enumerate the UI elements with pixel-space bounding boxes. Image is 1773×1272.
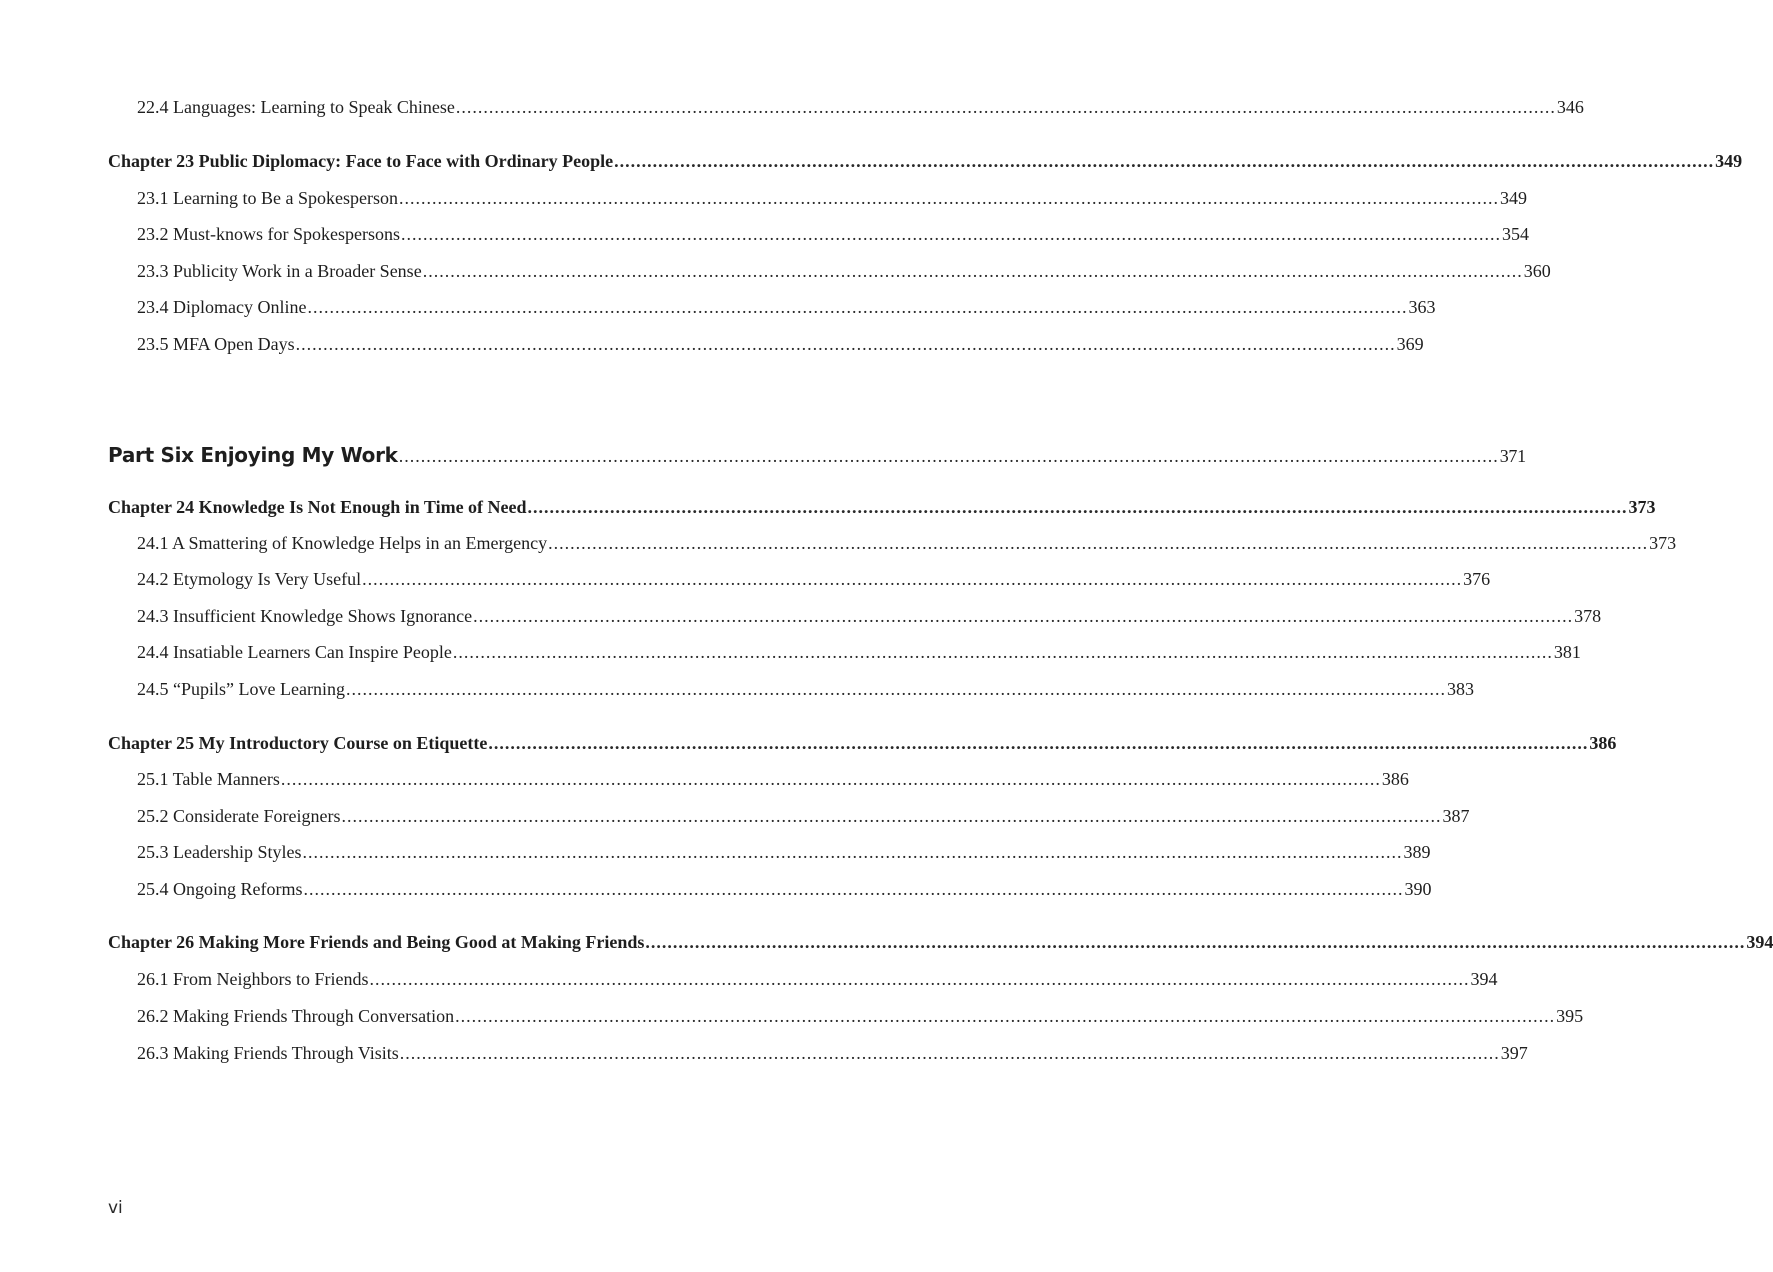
dot-leader: ........................................................................................................................................................................................................ [303,879,1404,899]
dot-leader: ........................................................................................................................................................................................................ [399,1043,1500,1063]
toc-entry-26-3 [0,1043,1528,1073]
entry-page: 383 [1446,679,1474,699]
toc-entry-26-2 [0,1006,1584,1036]
dot-leader: ........................................................................................................................................................................................................ [302,842,1403,862]
entry-title: 25.2 Considerate Foreigners [137,806,341,826]
dot-leader: ........................................................................................................................................................................................................ [645,932,1746,952]
entry-title: Chapter 24 Knowledge Is Not Enough in Time of Need [108,497,527,517]
entry-title: 24.3 Insufficient Knowledge Shows Ignorance [137,606,473,626]
toc-entry-24-1 [0,533,1677,563]
entry-title: Chapter 25 My Introductory Course on Etiquette [108,733,488,753]
entry-title: 26.2 Making Friends Through Conversation [137,1006,455,1026]
entry-title: 23.4 Diplomacy Online [137,297,307,317]
entry-title: Chapter 23 Public Diplomacy: Face to Face with Ordinary People [108,151,614,171]
toc-entry-24-3 [0,606,1602,636]
dot-leader: ........................................................................................................................................................................................................ [398,446,1499,466]
dot-leader: ........................................................................................................................................................................................................ [548,533,1649,553]
entry-page: 369 [1396,334,1424,354]
entry-title: 26.3 Making Friends Through Visits [137,1043,399,1063]
entry-page: 378 [1574,606,1602,626]
entry-page: 394 [1470,969,1498,989]
entry-page: 373 [1649,533,1677,553]
toc-entry-25-4 [0,879,1432,909]
entry-page: 386 [1381,769,1409,789]
entry-title: 24.4 Insatiable Learners Can Inspire People [137,642,452,662]
entry-page: 386 [1589,733,1617,753]
dot-leader: ........................................................................................................................................................................................................ [401,224,1501,244]
entry-page: 371 [1499,446,1526,466]
toc-entry-25-1 [0,769,1409,799]
dot-leader: ........................................................................................................................................................................................................ [345,679,1446,699]
toc-entry-25-2 [0,806,1470,836]
entry-title: 23.1 Learning to Be a Spokesperson [137,188,398,208]
entry-title: Part Six Enjoying My Work [108,443,398,467]
dot-leader: ........................................................................................................................................................................................................ [369,969,1470,989]
entry-title: Chapter 26 Making More Friends and Being Good at Making Friends [108,932,645,952]
entry-page: 373 [1628,497,1656,517]
entry-page: 349 [1715,151,1743,171]
toc-entry-24-2 [0,569,1491,599]
toc-entry-22-4 [0,97,1584,127]
entry-page: 346 [1556,97,1584,117]
toc-chapter-25 [0,733,1617,763]
entry-title: 22.4 Languages: Learning to Speak Chinese [137,97,455,117]
toc-entry-23-2 [0,224,1529,254]
toc-entry-25-3 [0,842,1431,872]
entry-title: 24.2 Etymology Is Very Useful [137,569,362,589]
entry-title: 25.3 Leadership Styles [137,842,302,862]
dot-leader: ........................................................................................................................................................................................................ [398,188,1499,208]
entry-page: 376 [1463,569,1491,589]
entry-title: 23.5 MFA Open Days [137,334,295,354]
toc-entry-24-4 [0,642,1581,672]
entry-page: 387 [1442,806,1470,826]
page-number: vi [108,1198,123,1218]
entry-page: 397 [1500,1043,1528,1063]
dot-leader: ........................................................................................................................................................................................................ [280,769,1381,789]
toc-part-six [0,443,1526,473]
toc-entry-24-5 [0,679,1474,709]
toc-chapter-24 [0,497,1656,527]
entry-page: 390 [1404,879,1432,899]
toc-chapter-23 [0,151,1743,181]
entry-title: 23.2 Must-knows for Spokespersons [137,224,400,244]
entry-page: 389 [1403,842,1431,862]
entry-page: 354 [1502,224,1529,244]
toc-entry-23-4 [0,297,1436,327]
toc-entry-26-1 [0,969,1498,999]
entry-title: 24.1 A Smattering of Knowledge Helps in an Emergency [137,533,548,553]
entry-page: 394 [1746,932,1773,952]
entry-title: 25.4 Ongoing Reforms [137,879,303,899]
toc-entry-23-3 [0,261,1551,291]
entry-page: 395 [1556,1006,1584,1026]
dot-leader: ........................................................................................................................................................................................................ [452,642,1553,662]
dot-leader: ........................................................................................................................................................................................................ [307,297,1408,317]
entry-page: 363 [1408,297,1436,317]
entry-page: 381 [1553,642,1581,662]
dot-leader: ........................................................................................................................................................................................................ [527,497,1628,517]
dot-leader: ........................................................................................................................................................................................................ [455,97,1556,117]
entry-title: 25.1 Table Manners [137,769,280,789]
entry-page: 349 [1499,188,1527,208]
entry-title: 26.1 From Neighbors to Friends [137,969,369,989]
dot-leader: ........................................................................................................................................................................................................ [362,569,1463,589]
entry-title: 24.5 “Pupils” Love Learning [137,679,345,699]
dot-leader: ........................................................................................................................................................................................................ [488,733,1589,753]
entry-page: 360 [1523,261,1551,281]
dot-leader: ........................................................................................................................................................................................................ [295,334,1396,354]
dot-leader: ........................................................................................................................................................................................................ [455,1006,1556,1026]
toc-chapter-26 [0,932,1773,962]
entry-title: 23.3 Publicity Work in a Broader Sense [137,261,422,281]
dot-leader: ........................................................................................................................................................................................................ [422,261,1523,281]
dot-leader: ........................................................................................................................................................................................................ [473,606,1574,626]
toc-entry-23-5 [0,334,1424,364]
dot-leader: ........................................................................................................................................................................................................ [341,806,1442,826]
dot-leader: ........................................................................................................................................................................................................ [614,151,1715,171]
toc-entry-23-1 [0,188,1527,218]
